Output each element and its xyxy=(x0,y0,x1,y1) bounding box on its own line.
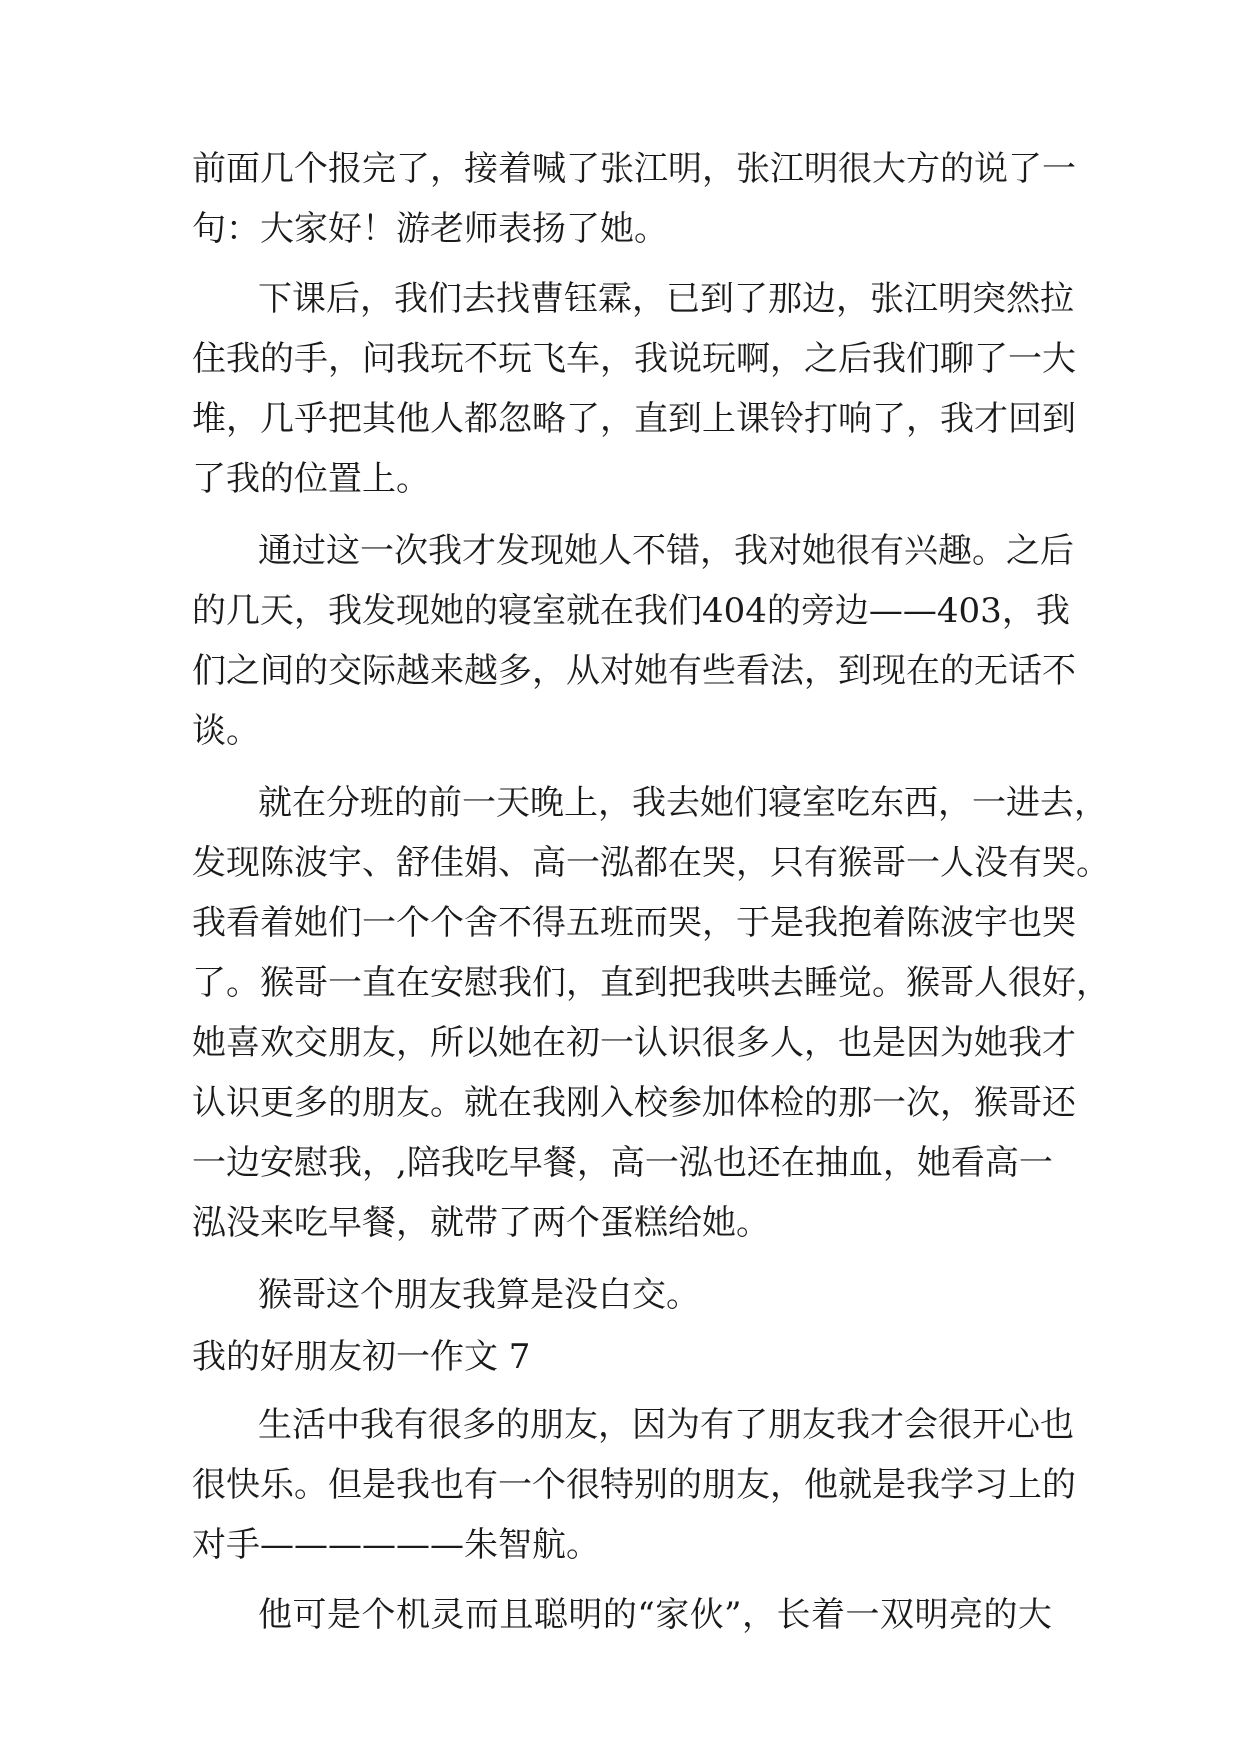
text-line: 我 看 着 她 们 一 个 个 舍 不 得 五 班 而 哭 ， 于 是 我 抱 着 陈 波 宇 也 哭 xyxy=(192,903,1076,943)
text-line: 很 快 乐 。 但 是 我 也 有 一 个 很 特 别 的 朋 友 ， 他 就 是 我 学 习 上 的 xyxy=(192,1465,1076,1505)
text-line: 住 我 的 手 ， 问 我 玩 不 玩 飞 车 ， 我 说 玩 啊 ， 之 后 我 们 聊 了 一 大 xyxy=(192,339,1076,379)
text-line: 前 面 几 个 报 完 了 ， 接 着 喊 了 张 江 明 ， 张 江 明 很 大 方 的 说 了 一 xyxy=(192,149,1076,189)
text-line: 猴哥这个朋友我算是没白交。 xyxy=(258,1275,700,1315)
text-line: 她 喜 欢 交 朋 友 ， 所 以 她 在 初 一 认 识 很 多 人 ， 也 是 因 为 她 我 才 xyxy=(192,1023,1076,1063)
text-line: 句：大家好！游老师表扬了她。 xyxy=(192,209,668,249)
text-line: 泓没来吃早餐，就带了两个蛋糕给她。 xyxy=(192,1203,770,1243)
text-line: 的 几 天 ， 我 发 现 她 的 寝 室 就 在 我 们 404 的 旁 边 — — 403 ， 我 xyxy=(192,591,1070,631)
text-line: 堆 ， 几 乎 把 其 他 人 都 忽 略 了 ， 直 到 上 课 铃 打 响 了 ， 我 才 回 到 xyxy=(192,399,1076,439)
text-line: 了我的位置上。 xyxy=(192,459,430,499)
text-line: 们 之 间 的 交 际 越 来 越 多 ， 从 对 她 有 些 看 法 ， 到 现 在 的 无 话 不 xyxy=(192,651,1076,691)
text-line: 对手——————朱智航。 xyxy=(192,1525,600,1565)
text-line: 他 可 是 个 机 灵 而 且 聪 明 的 “ 家 伙 ” ， 长 着 一 双 明 亮 的 大 xyxy=(258,1595,1052,1635)
text-line: 发 现 陈 波 宇 、 舒 佳 娟 、 高 一 泓 都 在 哭 ， 只 有 猴 哥 一 人 没 有 哭 。 xyxy=(192,843,1110,883)
text-line: 下 课 后 ， 我 们 去 找 曹 钰 霖 ， 已 到 了 那 边 ， 张 江 明 突 然 拉 xyxy=(258,279,1074,319)
section-heading: 我的好朋友初一作文 7 xyxy=(192,1337,531,1377)
text-line: 了 。 猴 哥 一 直 在 安 慰 我 们 ， 直 到 把 我 哄 去 睡 觉 。 猴 哥 人 很 好 ， xyxy=(192,963,1110,1003)
text-line: 就 在 分 班 的 前 一 天 晚 上 ， 我 去 她 们 寝 室 吃 东 西 ， 一 进 去 ， xyxy=(258,783,1108,823)
text-line: 认 识 更 多 的 朋 友 。 就 在 我 刚 入 校 参 加 体 检 的 那 一 次 ， 猴 哥 还 xyxy=(192,1083,1076,1123)
text-line: 生 活 中 我 有 很 多 的 朋 友 ， 因 为 有 了 朋 友 我 才 会 很 开 心 也 xyxy=(258,1405,1074,1445)
text-line: 谈。 xyxy=(192,711,260,751)
text-line: 通 过 这 一 次 我 才 发 现 她 人 不 错 ， 我 对 她 很 有 兴 趣 。 之 后 xyxy=(258,531,1074,571)
text-line: 一 边 安 慰 我 ， , 陪 我 吃 早 餐 ， 高 一 泓 也 还 在 抽 血 ， 她 看 高 一 xyxy=(192,1143,1053,1183)
